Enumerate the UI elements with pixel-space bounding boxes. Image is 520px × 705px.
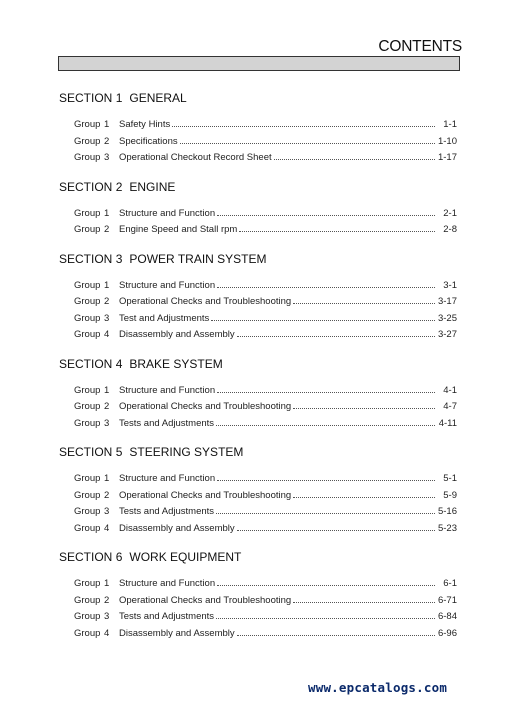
toc-entry[interactable] [59, 117, 457, 134]
group-number: 1 [104, 578, 110, 589]
entry-label: Test and Adjustments [119, 312, 210, 324]
entry-label: Structure and Function [119, 207, 216, 219]
entry-label: Safety Hints [119, 119, 171, 130]
dot-leader [180, 142, 435, 144]
section-title: STEERING SYSTEM [129, 445, 244, 459]
entry-label: Disassembly and Assembly [119, 522, 235, 534]
page-number: 4-1 [443, 384, 457, 396]
group-word: Group [74, 489, 101, 501]
section-word: SECTION [59, 179, 113, 194]
toc-entry[interactable] [59, 471, 457, 488]
section-word: SECTION [59, 91, 113, 105]
entry-label: Tests and Adjustments [119, 506, 215, 517]
page-number: 5-1 [443, 473, 457, 484]
group-word: Group [74, 506, 101, 517]
group-number: 3 [104, 152, 110, 163]
entry-label: Structure and Function [119, 279, 216, 291]
section-title: POWER TRAIN SYSTEM [129, 251, 267, 266]
entry-label: Operational Checks and Troubleshooting [119, 594, 292, 606]
page-number: 1-17 [437, 152, 457, 163]
dot-leader [217, 391, 435, 393]
entry-label: Disassembly and Assembly [119, 627, 235, 639]
toc-entry[interactable] [59, 150, 457, 167]
toc-entry[interactable] [59, 488, 457, 505]
group-number: 1 [104, 473, 110, 484]
page-title: CONTENTS [378, 38, 462, 55]
group-word: Group [74, 296, 101, 307]
group-word: Group [74, 417, 101, 429]
group-number: 3 [104, 312, 110, 324]
section-number: 6 [115, 550, 123, 564]
group-word: Group [74, 279, 101, 291]
group-word: Group [74, 401, 101, 412]
entry-label: Tests and Adjustments [119, 417, 215, 429]
toc-entry[interactable] [59, 593, 457, 610]
group-number: 2 [104, 224, 110, 235]
section-number: 4 [115, 356, 123, 371]
table-of-contents [59, 90, 457, 654]
page-number: 5-23 [437, 522, 457, 534]
entry-label: Structure and Function [119, 384, 216, 396]
page-number: 3-17 [437, 296, 457, 307]
toc-entry[interactable] [59, 626, 457, 643]
group-word: Group [74, 207, 101, 219]
dot-leader [237, 634, 435, 636]
dot-leader [217, 479, 435, 481]
group-word: Group [74, 578, 101, 589]
section-number: 2 [115, 179, 123, 194]
toc-entry[interactable] [59, 399, 457, 416]
toc-entry[interactable] [59, 206, 457, 223]
page-number: 3-27 [437, 329, 457, 340]
dot-leader [237, 335, 435, 337]
group-number: 2 [104, 594, 110, 606]
toc-entry[interactable] [59, 278, 457, 295]
toc-section [59, 356, 457, 433]
group-number: 1 [104, 384, 110, 396]
entry-label: Operational Checkout Record Sheet [119, 152, 272, 163]
dot-leader [211, 319, 435, 321]
toc-entry[interactable] [59, 134, 457, 151]
page-number: 6-84 [437, 611, 457, 622]
section-heading [59, 549, 457, 565]
group-number: 2 [104, 135, 110, 147]
section-title: WORK EQUIPMENT [129, 550, 242, 564]
entry-label: Structure and Function [119, 578, 216, 589]
page-number: 3-1 [443, 279, 457, 291]
group-word: Group [74, 135, 101, 147]
dot-leader [293, 407, 435, 409]
section-title: GENERAL [129, 91, 187, 105]
section-word: SECTION [59, 550, 113, 564]
dot-leader [217, 286, 435, 288]
toc-entry[interactable] [59, 609, 457, 626]
page-number: 1-1 [443, 119, 457, 130]
page-number: 5-9 [443, 489, 457, 501]
group-word: Group [74, 312, 101, 324]
toc-entry[interactable] [59, 327, 457, 344]
section-heading [59, 251, 457, 267]
section-number: 5 [115, 445, 123, 459]
page-number: 6-71 [437, 594, 457, 606]
dot-leader [239, 230, 435, 232]
toc-entry[interactable] [59, 576, 457, 593]
section-title: ENGINE [129, 179, 176, 194]
page-number: 6-1 [443, 578, 457, 589]
page-number: 2-8 [443, 224, 457, 235]
section-word: SECTION [59, 356, 113, 371]
section-title: BRAKE SYSTEM [129, 356, 223, 371]
page-number: 4-11 [438, 417, 457, 429]
entry-label: Operational Checks and Troubleshooting [119, 401, 292, 412]
group-number: 2 [104, 296, 110, 307]
toc-entry[interactable] [59, 521, 457, 538]
dot-leader [274, 158, 435, 160]
group-number: 4 [104, 522, 110, 534]
page-number: 5-16 [437, 506, 457, 517]
group-number: 3 [104, 417, 110, 429]
dot-leader [293, 496, 435, 498]
toc-section [59, 179, 457, 239]
entry-label: Operational Checks and Troubleshooting [119, 296, 292, 307]
section-heading [59, 179, 457, 195]
dot-leader [172, 125, 435, 127]
section-heading [59, 90, 457, 106]
group-number: 1 [104, 119, 110, 130]
page-number: 3-25 [437, 312, 457, 324]
group-number: 1 [104, 279, 110, 291]
section-heading [59, 356, 457, 372]
dot-leader [217, 214, 435, 216]
entry-label: Specifications [119, 135, 178, 147]
group-number: 3 [104, 611, 110, 622]
group-word: Group [74, 611, 101, 622]
group-number: 4 [104, 627, 110, 639]
dot-leader [216, 424, 435, 426]
toc-entry[interactable] [59, 504, 457, 521]
section-word: SECTION [59, 445, 113, 459]
dot-leader [216, 512, 435, 514]
section-number: 1 [115, 91, 123, 105]
dot-leader [237, 529, 435, 531]
toc-section [59, 251, 457, 344]
section-word: SECTION [59, 251, 113, 266]
toc-section [59, 549, 457, 642]
toc-section [59, 444, 457, 537]
group-number: 4 [104, 329, 110, 340]
section-number: 3 [115, 251, 123, 266]
toc-entry[interactable] [59, 222, 457, 239]
group-number: 1 [104, 207, 110, 219]
page-number: 6-96 [437, 627, 457, 639]
toc-entry[interactable] [59, 311, 457, 328]
group-word: Group [74, 627, 101, 639]
entry-label: Operational Checks and Troubleshooting [119, 489, 292, 501]
group-word: Group [74, 329, 101, 340]
page-number: 1-10 [437, 135, 457, 147]
toc-section [59, 90, 457, 167]
dot-leader [293, 302, 435, 304]
entry-label: Engine Speed and Stall rpm [119, 224, 238, 235]
entry-label: Structure and Function [119, 473, 216, 484]
group-word: Group [74, 224, 101, 235]
title-bar [58, 56, 460, 71]
group-word: Group [74, 384, 101, 396]
page-number: 4-7 [443, 401, 457, 412]
group-number: 2 [104, 401, 110, 412]
dot-leader [217, 584, 435, 586]
page-number: 2-1 [443, 207, 457, 219]
group-word: Group [74, 594, 101, 606]
group-word: Group [74, 522, 101, 534]
section-heading [59, 444, 457, 460]
group-number: 3 [104, 506, 110, 517]
dot-leader [216, 617, 435, 619]
group-number: 2 [104, 489, 110, 501]
dot-leader [293, 601, 435, 603]
group-word: Group [74, 473, 101, 484]
group-word: Group [74, 119, 101, 130]
toc-entry[interactable] [59, 294, 457, 311]
toc-entry[interactable] [59, 416, 457, 433]
toc-entry[interactable] [59, 383, 457, 400]
entry-label: Tests and Adjustments [119, 611, 215, 622]
watermark-link[interactable]: www.epcatalogs.com [308, 680, 448, 695]
group-word: Group [74, 152, 101, 163]
entry-label: Disassembly and Assembly [119, 329, 235, 340]
